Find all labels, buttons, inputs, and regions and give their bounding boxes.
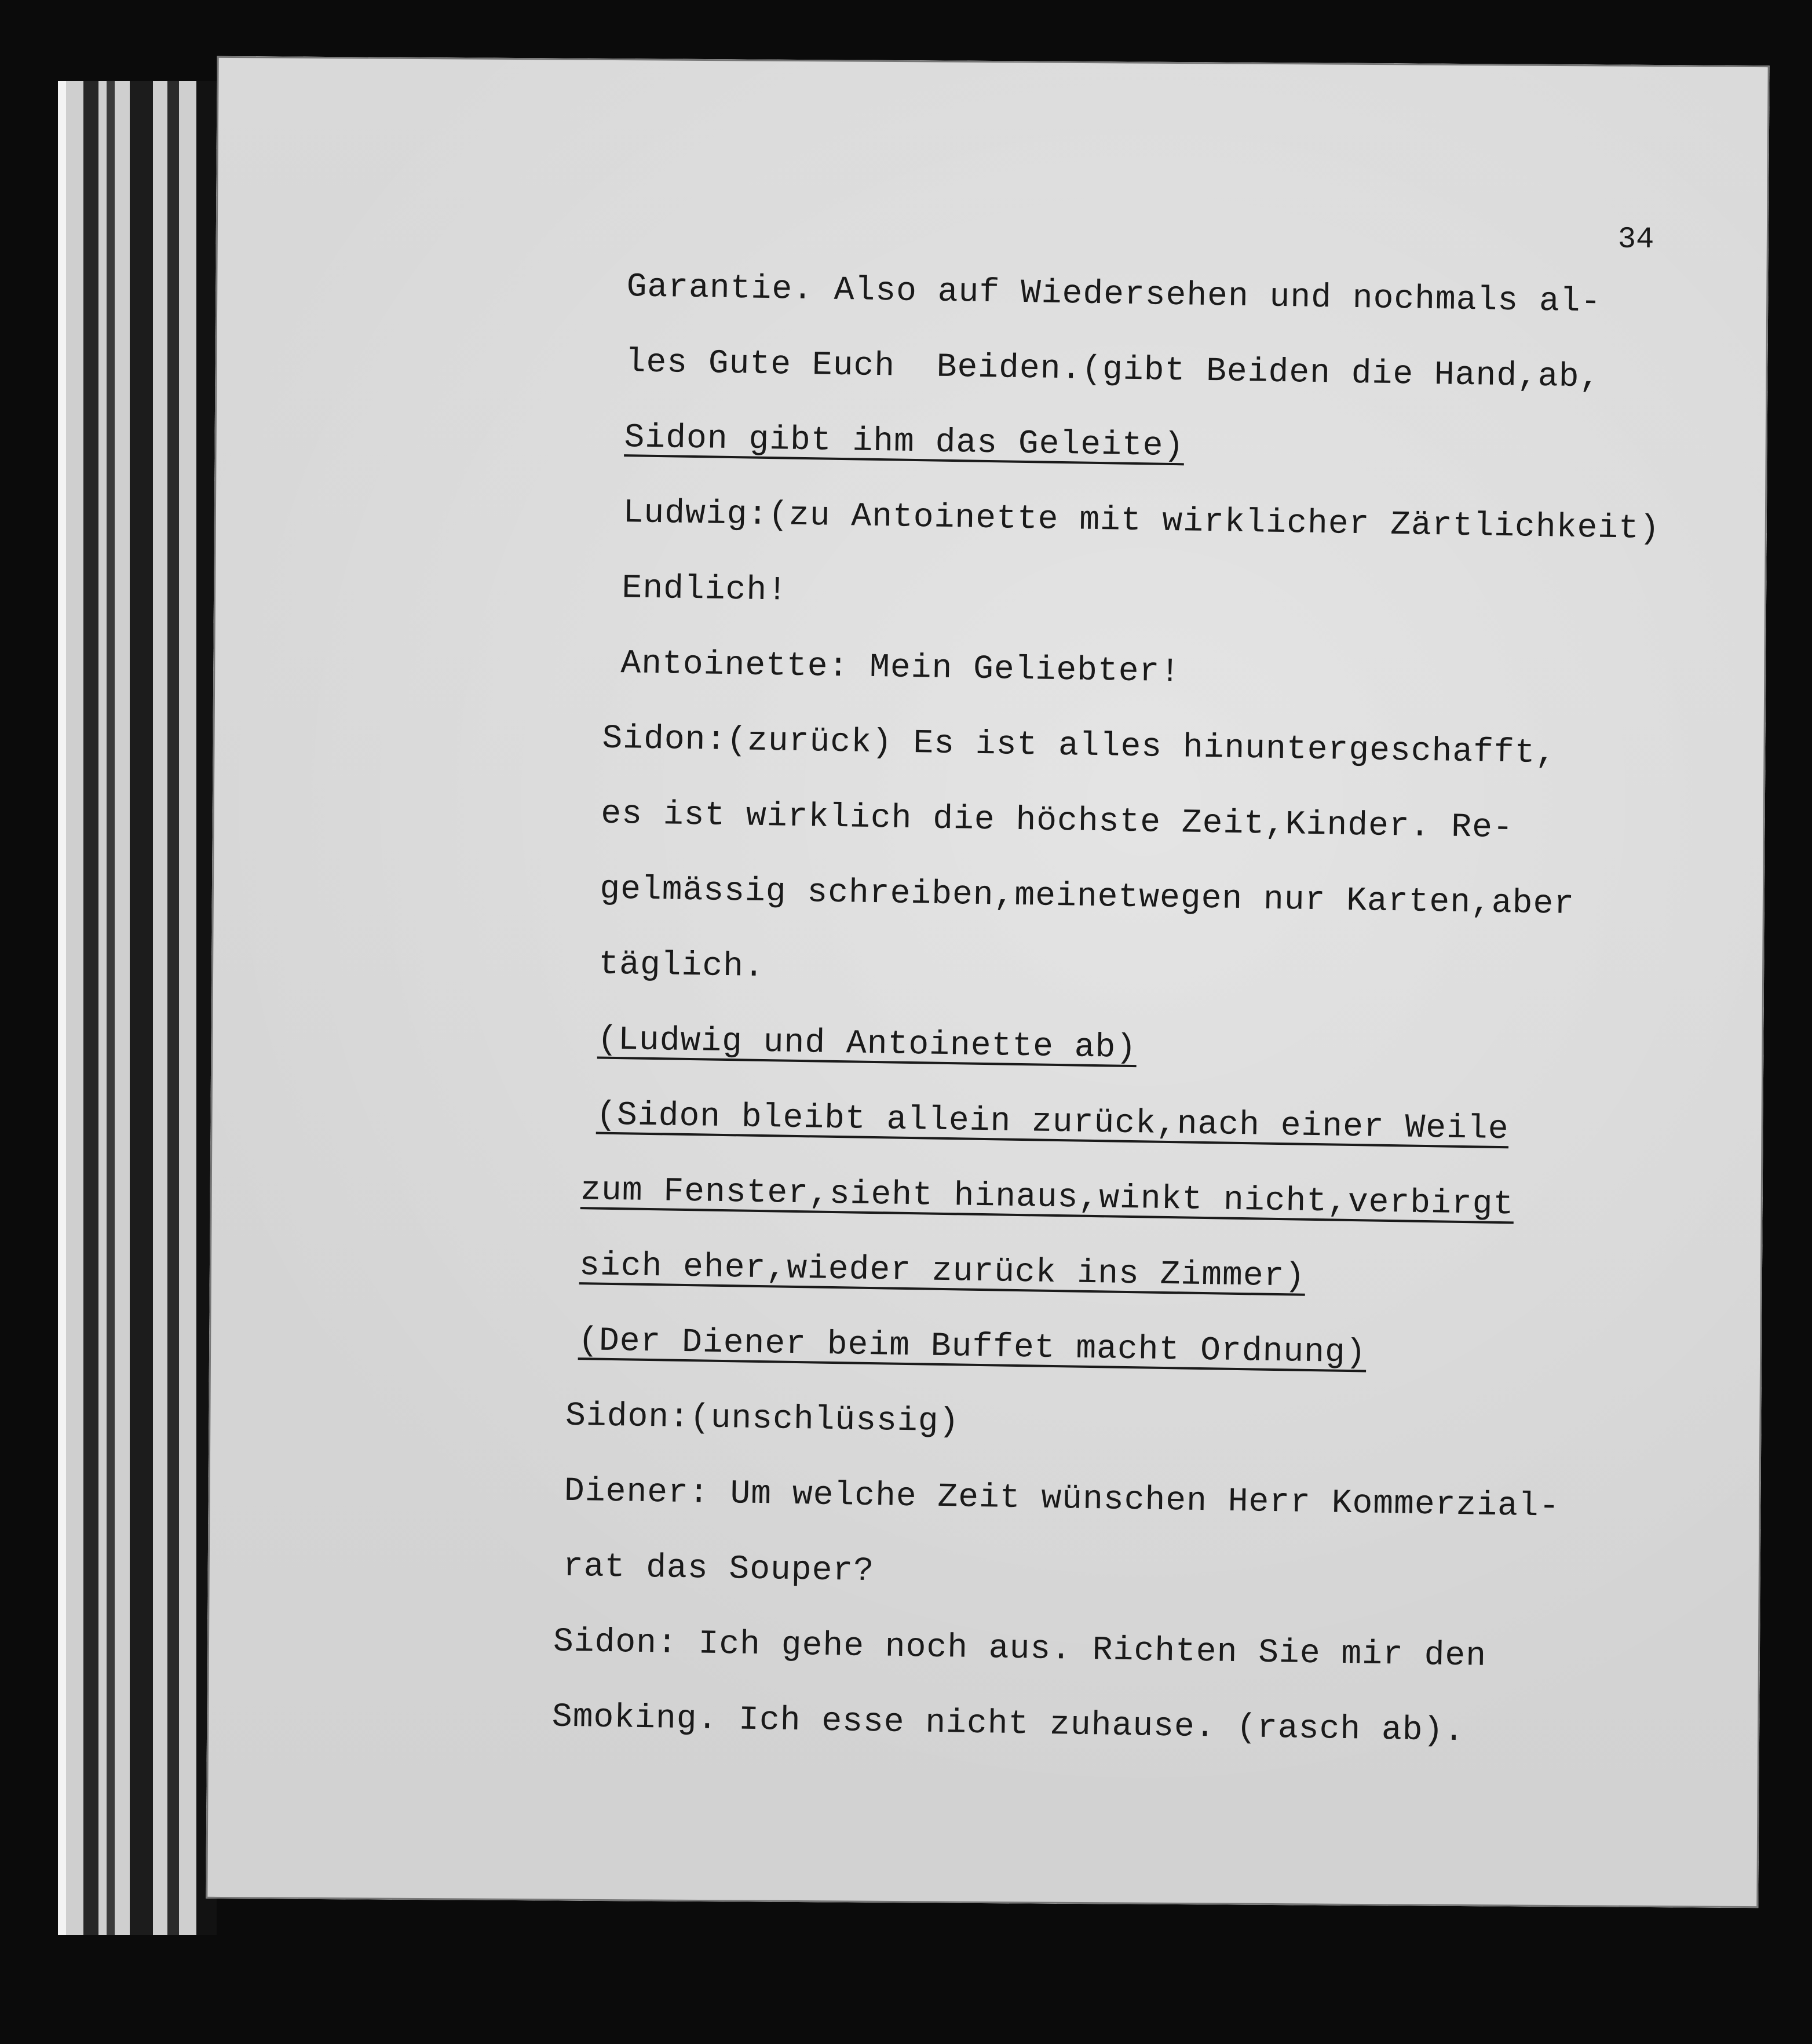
- text-line: Garantie. Also auf Wiedersehen und nochmals al-: [626, 268, 1602, 322]
- page-edge-shadow: [130, 81, 153, 1935]
- stage-direction-line: (Ludwig und Antoinette ab): [597, 1021, 1137, 1068]
- stage-direction-line: (Sidon bleibt allein zurück,nach einer Weile: [596, 1096, 1510, 1149]
- dialogue-line: Sidon:(unschlüssig): [565, 1397, 960, 1441]
- page-stack-edge: [58, 81, 217, 1935]
- text-line: gelmässig schreiben,meinetwegen nur Karten,aber: [599, 870, 1575, 924]
- text-line: Smoking. Ich esse nicht zuhause. (rasch ab).: [551, 1698, 1465, 1751]
- page-edge-shadow: [167, 81, 179, 1935]
- text-line: es ist wirklich die höchste Zeit,Kinder. Re-: [600, 795, 1514, 848]
- dialogue-line: Sidon: Ich gehe noch aus. Richten Sie mir den: [553, 1623, 1487, 1676]
- script-text: [551, 250, 1740, 1773]
- typewritten-page: [206, 56, 1769, 1908]
- text-line: rat das Souper?: [562, 1547, 875, 1591]
- dialogue-line: Sidon:(zurück) Es ist alles hinuntergeschafft,: [601, 720, 1557, 773]
- dialogue-line: Ludwig:(zu Antoinette mit wirklicher Zärtlichkeit): [623, 494, 1661, 549]
- dialogue-line: Antoinette: Mein Geliebter!: [620, 645, 1181, 692]
- page-edge-shadow: [107, 81, 115, 1935]
- text-line: Endlich!: [622, 570, 788, 610]
- text-line: les Gute Euch Beiden.(gibt Beiden die Hand,ab,: [625, 344, 1601, 397]
- stage-direction-line: (Der Diener beim Buffet macht Ordnung): [578, 1322, 1367, 1373]
- text-line: täglich.: [598, 946, 765, 987]
- page-edge-shadow: [83, 81, 98, 1935]
- page-number: 34: [1617, 222, 1654, 257]
- stage-direction-line: zum Fenster,sieht hinaus,winkt nicht,verbirgt: [580, 1171, 1514, 1224]
- stage-direction-line: Sidon gibt ihm das Geleite): [624, 419, 1185, 466]
- stage-direction-line: sich eher,wieder zurück ins Zimmer): [579, 1247, 1306, 1296]
- dialogue-line: Diener: Um welche Zeit wünschen Herr Kommerzial-: [564, 1472, 1561, 1526]
